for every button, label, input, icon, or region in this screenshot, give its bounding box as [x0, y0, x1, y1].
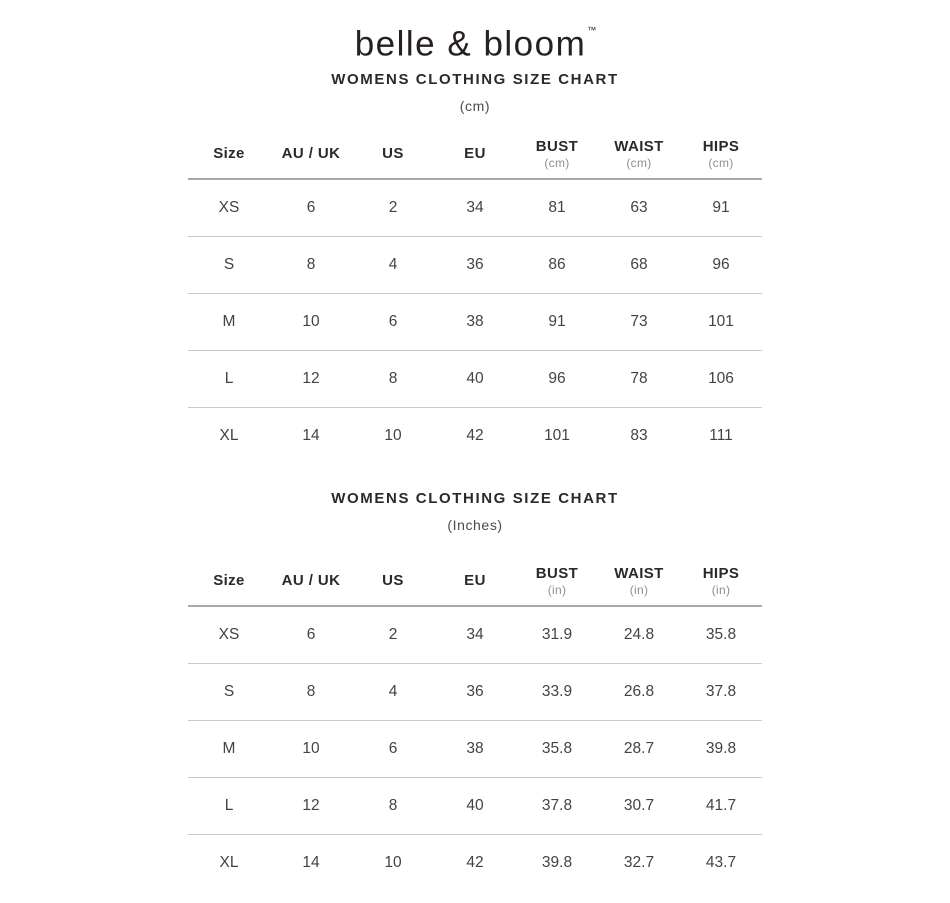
cell-eu: 34	[434, 179, 516, 237]
cell-au-uk: 12	[270, 350, 352, 407]
cell-size: XL	[219, 426, 239, 444]
table-header-row	[188, 130, 762, 179]
cell-bust: 86	[516, 236, 598, 293]
cell-us: 4	[352, 663, 434, 720]
cell-hips: 37.8	[680, 663, 762, 720]
cell-au-uk: 8	[270, 663, 352, 720]
section-title-inches: WOMENS CLOTHING SIZE CHART	[331, 489, 619, 507]
cell-size: XL	[219, 853, 239, 871]
table-header-row	[188, 557, 762, 606]
cell-size: S	[188, 236, 270, 293]
cell-au-uk: 14	[302, 853, 320, 871]
cell-eu: 42	[466, 426, 484, 444]
cell-bust: 31.9	[516, 606, 598, 664]
cell-us: 10	[384, 426, 402, 444]
table-row-m	[188, 293, 762, 350]
column-header-unit: (cm)	[544, 155, 570, 170]
column-header-eu	[434, 130, 516, 179]
cell-us: 4	[352, 236, 434, 293]
cell-waist: 30.7	[598, 777, 680, 834]
column-header-label: EU	[464, 145, 486, 163]
table-row-xs	[188, 606, 762, 664]
column-header-label: EU	[464, 572, 486, 590]
column-header-unit: (in)	[547, 582, 567, 597]
table-row-xl	[188, 407, 762, 464]
column-header-label: AU / UK	[281, 572, 341, 590]
size-chart-section-cm	[0, 71, 950, 464]
cell-size: L	[188, 350, 270, 407]
column-header-unit: (cm)	[708, 155, 734, 170]
column-header-label: US	[382, 145, 404, 163]
column-header-size	[188, 557, 270, 606]
column-header-bust	[516, 557, 598, 606]
cell-au-uk: 12	[270, 777, 352, 834]
cell-waist: 28.7	[598, 720, 680, 777]
cell-eu: 36	[434, 663, 516, 720]
column-header-label: Size	[213, 145, 245, 163]
cell-eu: 40	[434, 777, 516, 834]
cell-waist: 73	[598, 293, 680, 350]
cell-hips: 106	[680, 350, 762, 407]
cell-eu: 42	[466, 853, 484, 871]
column-header-label: BUST	[535, 137, 579, 155]
column-header-hips	[680, 130, 762, 179]
cell-au-uk: 8	[270, 236, 352, 293]
cell-bust: 81	[516, 179, 598, 237]
cell-bust: 91	[516, 293, 598, 350]
cell-au-uk: 6	[270, 179, 352, 237]
table-row-xl	[188, 834, 762, 891]
column-header-label: WAIST	[614, 564, 664, 582]
column-header-waist	[598, 130, 680, 179]
cell-size: XS	[188, 179, 270, 237]
cell-us: 6	[352, 720, 434, 777]
cell-eu: 38	[434, 720, 516, 777]
table-row-xs	[188, 179, 762, 237]
cell-waist: 32.7	[623, 853, 655, 871]
cell-eu: 34	[434, 606, 516, 664]
cell-hips: 91	[680, 179, 762, 237]
column-header-label: WAIST	[614, 137, 664, 155]
table-row-l	[188, 777, 762, 834]
column-header-label: BUST	[535, 564, 579, 582]
column-header-unit: (cm)	[626, 155, 652, 170]
cell-hips: 101	[680, 293, 762, 350]
column-header-label: US	[382, 572, 404, 590]
cell-waist: 24.8	[598, 606, 680, 664]
column-header-hips	[680, 557, 762, 606]
table-row-l	[188, 350, 762, 407]
cell-au-uk: 14	[302, 426, 320, 444]
cell-us: 6	[352, 293, 434, 350]
column-header-eu	[434, 557, 516, 606]
cell-bust: 33.9	[516, 663, 598, 720]
section-title-cm: WOMENS CLOTHING SIZE CHART	[331, 70, 619, 88]
cell-eu: 40	[434, 350, 516, 407]
size-table-inches	[188, 557, 762, 891]
cell-bust: 35.8	[516, 720, 598, 777]
cell-eu: 36	[434, 236, 516, 293]
cell-size: XS	[188, 606, 270, 664]
cell-waist: 26.8	[598, 663, 680, 720]
column-header-au-uk	[270, 557, 352, 606]
cell-us: 2	[352, 606, 434, 664]
cell-size: M	[188, 720, 270, 777]
cell-waist: 83	[630, 426, 648, 444]
cell-waist: 68	[598, 236, 680, 293]
table-row-m	[188, 720, 762, 777]
cell-hips: 41.7	[680, 777, 762, 834]
column-header-au-uk	[270, 130, 352, 179]
cell-size: M	[188, 293, 270, 350]
cell-waist: 78	[598, 350, 680, 407]
size-chart-section-inches	[0, 490, 950, 891]
column-header-label: Size	[213, 572, 245, 590]
cell-au-uk: 6	[270, 606, 352, 664]
column-header-label: HIPS	[702, 137, 740, 155]
cell-hips: 39.8	[680, 720, 762, 777]
column-header-us	[352, 130, 434, 179]
cell-us: 10	[384, 853, 402, 871]
cell-hips: 43.7	[705, 853, 737, 871]
cell-us: 8	[352, 350, 434, 407]
cell-bust: 101	[544, 426, 570, 444]
cell-hips: 111	[709, 426, 733, 444]
unit-label-cm: (cm)	[459, 97, 491, 114]
cell-bust: 39.8	[541, 853, 573, 871]
cell-eu: 38	[434, 293, 516, 350]
column-header-bust	[516, 130, 598, 179]
column-header-size	[188, 130, 270, 179]
column-header-waist	[598, 557, 680, 606]
cell-au-uk: 10	[270, 720, 352, 777]
unit-label-inches: (Inches)	[447, 516, 503, 533]
cell-waist: 63	[598, 179, 680, 237]
column-header-label: HIPS	[702, 564, 740, 582]
column-header-us	[352, 557, 434, 606]
table-row-s	[188, 236, 762, 293]
column-header-unit: (in)	[629, 582, 649, 597]
cell-bust: 37.8	[516, 777, 598, 834]
size-table-cm	[188, 130, 762, 464]
cell-hips: 96	[680, 236, 762, 293]
cell-bust: 96	[516, 350, 598, 407]
cell-size: S	[188, 663, 270, 720]
cell-us: 2	[352, 179, 434, 237]
table-row-s	[188, 663, 762, 720]
trademark-symbol: ™	[587, 25, 597, 35]
column-header-unit: (in)	[711, 582, 731, 597]
cell-us: 8	[352, 777, 434, 834]
brand-logo-text: belle & bloom	[354, 24, 587, 64]
brand-logo	[0, 20, 950, 65]
cell-size: L	[188, 777, 270, 834]
cell-hips: 35.8	[680, 606, 762, 664]
column-header-label: AU / UK	[281, 145, 341, 163]
page-header	[0, 0, 950, 65]
cell-au-uk: 10	[270, 293, 352, 350]
